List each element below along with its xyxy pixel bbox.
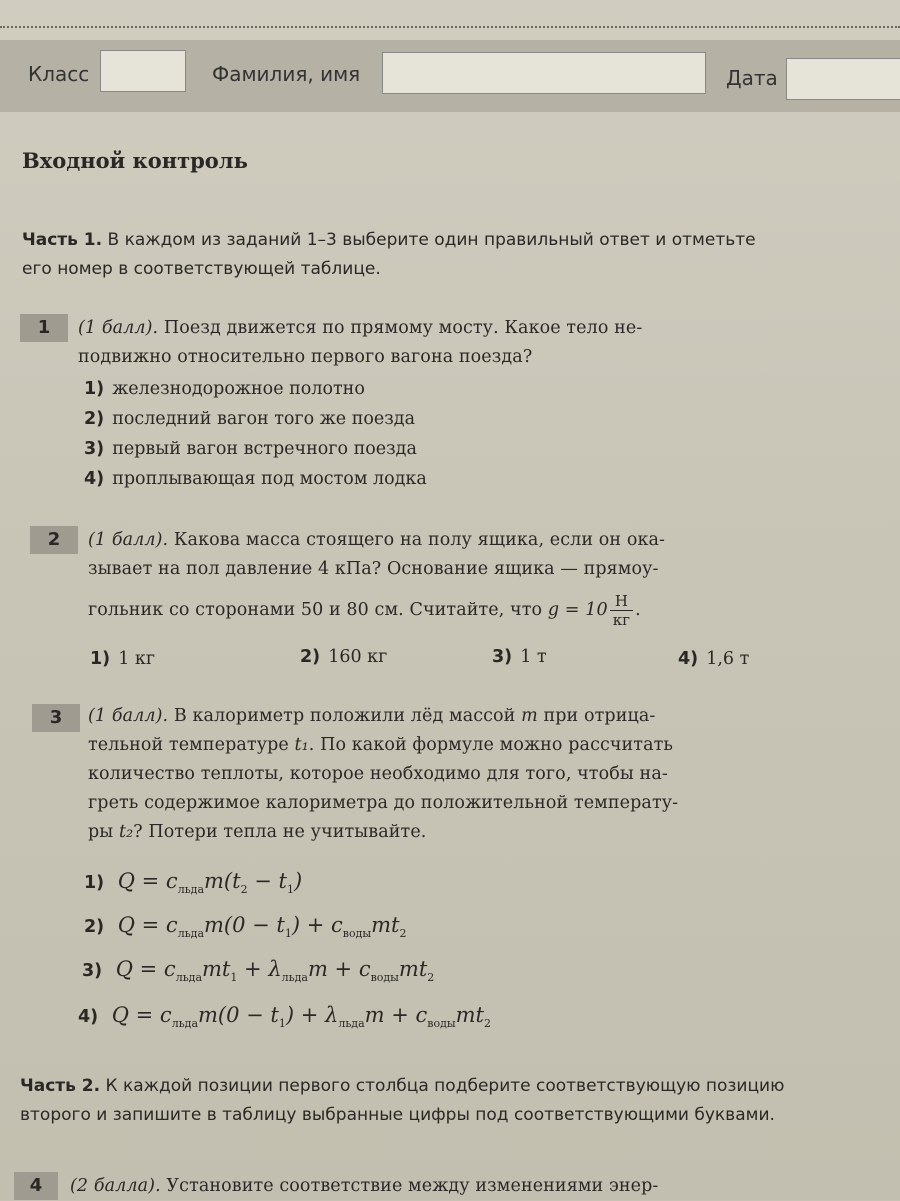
- question-2-line2: зывает на пол давление 4 кПа? Основание ящика — прямоу-: [88, 559, 659, 579]
- question-1-text: [78, 314, 642, 372]
- student-info-band: [0, 40, 900, 112]
- part1-instructions: [22, 226, 756, 284]
- q2-option-3[interactable]: 3) 1 т: [492, 647, 547, 667]
- formula-4: $Q = c_{льда}m(0 - t_1) + \lambda_{льда}m + c_{воды}mt_2$: [111, 1003, 491, 1031]
- q1-option-4[interactable]: 4) проплывающая под мостом лодка: [84, 469, 427, 489]
- part1-label: Часть 1.: [22, 230, 103, 250]
- part1-text-l1: В каждом из заданий 1–3 выберите один правильный ответ и отметьте: [107, 230, 756, 250]
- q1-option-3[interactable]: 3) первый вагон встречного поезда: [84, 439, 417, 459]
- part2-text-l2: второго и запишите в таблицу выбранные цифры под соответствующими буквами.: [20, 1105, 775, 1125]
- question-4-line1: Установите соответствие между изменениями энер-: [166, 1176, 659, 1196]
- question-2-line1: Какова масса стоящего на полу ящика, если он ока-: [173, 530, 666, 550]
- question-4-text: [70, 1172, 658, 1201]
- t2-symbol: t₂: [119, 822, 134, 842]
- class-field[interactable]: [100, 50, 186, 92]
- question-number-1: 1: [20, 314, 68, 342]
- q2-option-1[interactable]: 1) 1 кг: [90, 649, 155, 669]
- dotted-cut-line: [0, 26, 900, 28]
- question-1-points: (1 балл).: [78, 318, 159, 338]
- q3-option-1[interactable]: 1) $Q = c_{льда}m(t_2 - t_1)$: [84, 869, 303, 897]
- question-4-points: (2 балла).: [70, 1176, 161, 1196]
- question-2-line3-block: гольник со сторонами 50 и 80 см. Считайте, что g = 10 $\frac{Н}{кг}$ .: [88, 592, 641, 629]
- page-title: Входной контроль: [22, 148, 248, 173]
- part2-label: Часть 2.: [20, 1076, 101, 1096]
- name-label: Фамилия, имя: [212, 62, 361, 86]
- part2-text-l1: К каждой позиции первого столбца подберите соответствующую позицию: [105, 1076, 785, 1096]
- t1-symbol: t₁: [294, 735, 309, 755]
- q3-option-3[interactable]: 3) $Q = c_{льда}mt_1 + \lambda_{льда}m + c_{воды}mt_2$: [82, 957, 435, 985]
- question-2-text: [88, 526, 665, 584]
- question-2-points: (1 балл).: [88, 530, 169, 550]
- class-label: Класс: [28, 62, 90, 86]
- mass-symbol: m: [521, 706, 538, 726]
- q2-option-2[interactable]: 2) 160 кг: [300, 647, 388, 667]
- formula-2: $Q = c_{льда}m(0 - t_1) + c_{воды}mt_2$: [117, 913, 407, 941]
- q1-option-2[interactable]: 2) последний вагон того же поезда: [84, 409, 416, 429]
- date-label: Дата: [726, 66, 778, 90]
- part1-text-l2: его номер в соответствующей таблице.: [22, 259, 381, 279]
- name-field[interactable]: [382, 52, 706, 94]
- q3-option-4[interactable]: 4) $Q = c_{льда}m(0 - t_1) + \lambda_{льда}m + c_{воды}mt_2$: [78, 1003, 491, 1031]
- question-number-3: 3: [32, 704, 80, 732]
- question-3-points: (1 балл).: [88, 706, 169, 726]
- q3-option-2[interactable]: 2) $Q = c_{льда}m(0 - t_1) + c_{воды}mt_2$: [84, 913, 407, 941]
- question-number-4: 4: [14, 1172, 58, 1200]
- date-field[interactable]: [786, 58, 900, 100]
- q2-option-4[interactable]: 4) 1,6 т: [678, 649, 750, 669]
- gravity-expression: g = 10: [547, 600, 608, 620]
- question-2-line3: гольник со сторонами 50 и 80 см. Считайте, что: [88, 600, 543, 620]
- question-1-line1: Поезд движется по прямому мосту. Какое тело не-: [163, 318, 643, 338]
- part2-instructions: [20, 1072, 784, 1130]
- units-fraction: $\frac{Н}{кг}$: [610, 592, 633, 629]
- question-3-text: (1 балл). В калориметр положили лёд массой m при отрица- тельной температуре t₁. По какой формуле можно рассчитать количество теплоты, которое необходимо для того, чтобы на- греть содержимое калориметра до положительной температу- ры t₂? Потери тепла не учитывайте.: [88, 706, 679, 842]
- formula-3: $Q = c_{льда}mt_1 + \lambda_{льда}m + c_{воды}mt_2$: [115, 957, 435, 985]
- question-number-2: 2: [30, 526, 78, 554]
- question-1-line2: подвижно относительно первого вагона поезда?: [78, 347, 533, 367]
- q1-option-1[interactable]: 1) железнодорожное полотно: [84, 379, 365, 399]
- formula-1: $Q = c_{льда}m(t_2 - t_1)$: [117, 869, 303, 897]
